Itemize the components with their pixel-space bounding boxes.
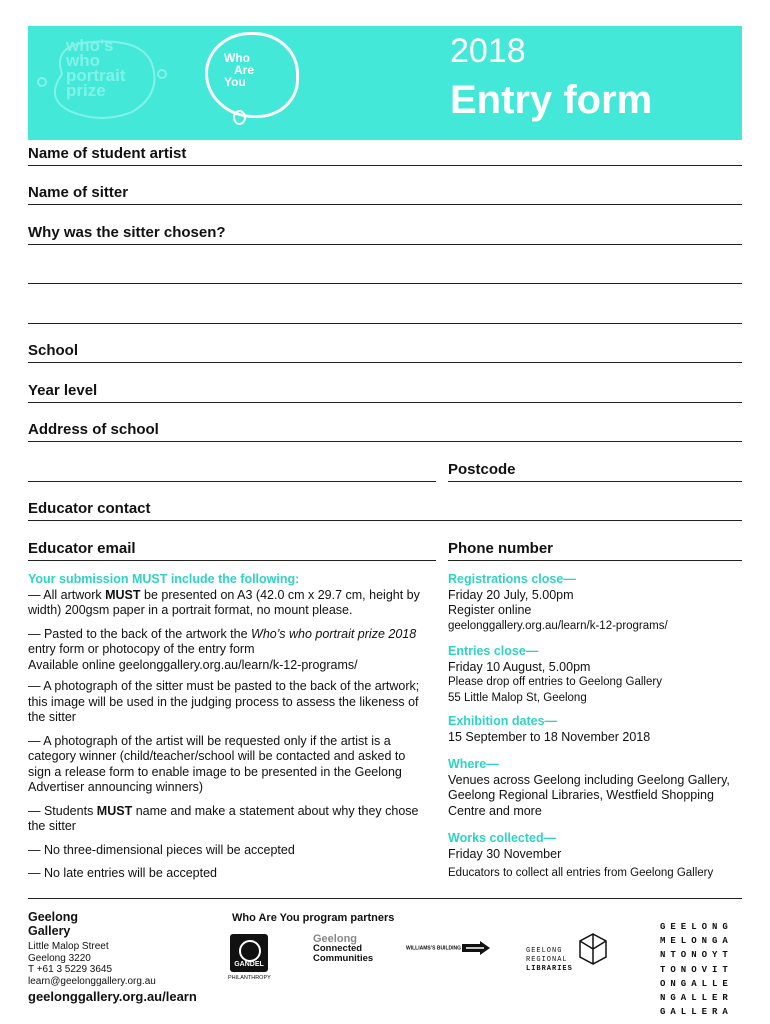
text: — Pasted to the back of the artwork the	[28, 626, 252, 641]
logo-outline-icon	[32, 34, 172, 124]
gandel-text: GANDEL	[234, 961, 264, 968]
gallery-name	[28, 910, 78, 938]
williams-text: WILLIAMS’S BUILDING	[406, 945, 461, 952]
entries-date: Friday 10 August, 5.00pm	[448, 659, 591, 674]
field-label: Year level	[28, 382, 98, 399]
requirement-item: — No late entries will be accepted	[28, 866, 217, 880]
website-link[interactable]: geelonggallery.org.au/learn	[28, 989, 197, 1004]
field-label: Why was the sitter chosen?	[28, 224, 226, 241]
sitter-name-field[interactable]	[28, 184, 742, 205]
emphasis: MUST	[105, 587, 141, 602]
cube-icon	[578, 932, 608, 966]
header-banner	[28, 26, 742, 140]
logo-line: who	[66, 51, 100, 70]
emphasis: Who’s who portrait prize 2018	[251, 626, 417, 641]
gallery-name-line: Geelong	[28, 910, 79, 924]
requirement-item: — A photograph of the sitter must be pasted to the back of the artwork; this image will be used in the judging process to assess the likeness of the sitter	[28, 679, 420, 724]
logo-line: portrait	[66, 66, 126, 85]
gcc-logo	[313, 934, 373, 964]
logo-line: who's	[66, 36, 114, 55]
dates-section	[448, 572, 744, 882]
requirements-section	[28, 572, 424, 890]
phone-field[interactable]	[448, 540, 742, 561]
grid-line: NTONOYT	[660, 950, 733, 961]
bubble-line: Who	[224, 51, 250, 65]
field-label: Educator email	[28, 540, 136, 557]
text: name and make a statement about why they chose the sitter	[28, 803, 419, 833]
why-sitter-line-2[interactable]	[28, 263, 742, 284]
text: Available online geelonggallery.org.au/learn/k-12-programs/	[28, 657, 358, 672]
field-label: Educator contact	[28, 500, 151, 517]
entries-note: Please drop off entries to Geelong Gallery	[448, 676, 662, 688]
field-label: Name of sitter	[28, 184, 129, 201]
requirement-item: — No three-dimensional pieces will be accepted	[28, 842, 295, 857]
text: entry form or photocopy of the entry form	[28, 642, 255, 656]
requirement-item	[28, 804, 424, 835]
field-label: Postcode	[448, 461, 516, 478]
educator-email-field[interactable]	[28, 540, 436, 561]
entries-address: 55 Little Malop St, Geelong	[448, 691, 587, 704]
bubble-line: You	[224, 75, 246, 89]
where-text: Venues across Geelong including Geelong Gallery, Geelong Regional Libraries, Westfield Shopping Centre and more	[448, 772, 730, 818]
grl-line: LIBRARIES	[526, 965, 573, 973]
school-field[interactable]	[28, 342, 742, 363]
educator-contact-field[interactable]	[28, 500, 742, 521]
text: — All artwork	[28, 587, 106, 602]
text: be presented on A3 (42.0 cm x 29.7 cm, height by width) 200gsm paper in a portrait format, no mount please.	[28, 587, 420, 617]
logo-line: prize	[66, 81, 106, 100]
gcc-line: Connected	[313, 943, 363, 954]
where-heading: Where—	[448, 757, 499, 771]
register-online-text: Register online	[448, 603, 532, 617]
email-link[interactable]: learn@geelonggallery.org.au	[28, 975, 156, 987]
year-level-field[interactable]	[28, 382, 742, 403]
gcc-line: Geelong	[313, 933, 358, 945]
grl-logo	[526, 947, 573, 974]
exhibition-heading: Exhibition dates—	[448, 714, 558, 728]
phone-text: T +61 3 5229 3645	[28, 964, 113, 975]
footer-divider	[28, 898, 742, 899]
requirements-heading: Your submission MUST include the following:	[28, 572, 300, 586]
year-title: 2018	[450, 32, 526, 70]
entries-heading: Entries close—	[448, 644, 539, 658]
works-collected-heading: Works collected—	[448, 831, 557, 845]
field-label: Phone number	[448, 540, 554, 557]
registrations-date: Friday 20 July, 5.00pm	[448, 587, 574, 602]
requirement-item	[28, 627, 424, 674]
why-sitter-line-3[interactable]	[28, 303, 742, 324]
works-collected-note: Educators to collect all entries from Geelong Gallery	[448, 867, 714, 879]
why-sitter-field[interactable]	[28, 224, 742, 245]
address-line: Geelong 3220	[28, 952, 91, 964]
field-label: Name of student artist	[28, 145, 187, 162]
works-collected-date: Friday 30 November	[448, 846, 562, 861]
requirement-item	[28, 588, 424, 619]
grid-line: NGALLER	[660, 993, 733, 1004]
grid-line: GEELONG	[660, 922, 733, 932]
registrations-heading: Registrations close—	[448, 572, 576, 586]
gandel-logo	[230, 934, 268, 972]
field-label: School	[28, 342, 79, 359]
student-name-field[interactable]	[28, 145, 742, 166]
grid-line: MELONGA	[660, 936, 733, 947]
text: — Students	[28, 803, 97, 818]
williams-building-logo	[406, 941, 492, 955]
field-label: Address of school	[28, 421, 159, 438]
address-line: Little Malop Street	[28, 941, 109, 952]
requirement-item: — A photograph of the artist will be requested only if the artist is a category winner (child/teacher/school will be contacted and asked to sign a release form to enable image to be presented in the Geelong Advertiser announcing winners)	[28, 733, 406, 794]
grl-line: GEELONG	[526, 947, 563, 955]
grid-line: ONGALLE	[660, 978, 733, 989]
bubble-tail-icon	[233, 110, 246, 125]
gcc-line: Communities	[313, 953, 374, 964]
form-title: Entry form	[450, 78, 653, 122]
bubble-line: Are	[234, 63, 255, 77]
grid-line: TONOVIT	[660, 964, 733, 975]
grid-line: GALLERA	[660, 1007, 733, 1018]
partners-label: Who Are You program partners	[232, 912, 395, 924]
address-field[interactable]	[28, 421, 742, 442]
register-url: geelonggallery.org.au/learn/k-12-programs/	[448, 619, 668, 632]
exhibition-dates: 15 September to 18 November 2018	[448, 729, 651, 744]
gallery-name-line: Gallery	[28, 924, 71, 938]
geelong-gallery-logo	[660, 920, 733, 1019]
postcode-field[interactable]	[448, 461, 742, 482]
gallery-address	[28, 941, 156, 987]
gandel-circle-icon	[239, 940, 261, 962]
gandel-sub-text: PHILANTHROPY	[228, 975, 271, 981]
double-arrow-icon	[462, 941, 492, 955]
who-are-you-logo	[224, 52, 254, 88]
emphasis: MUST	[96, 803, 133, 818]
grl-line: REGIONAL	[526, 956, 568, 964]
address-line-2[interactable]	[28, 461, 436, 482]
